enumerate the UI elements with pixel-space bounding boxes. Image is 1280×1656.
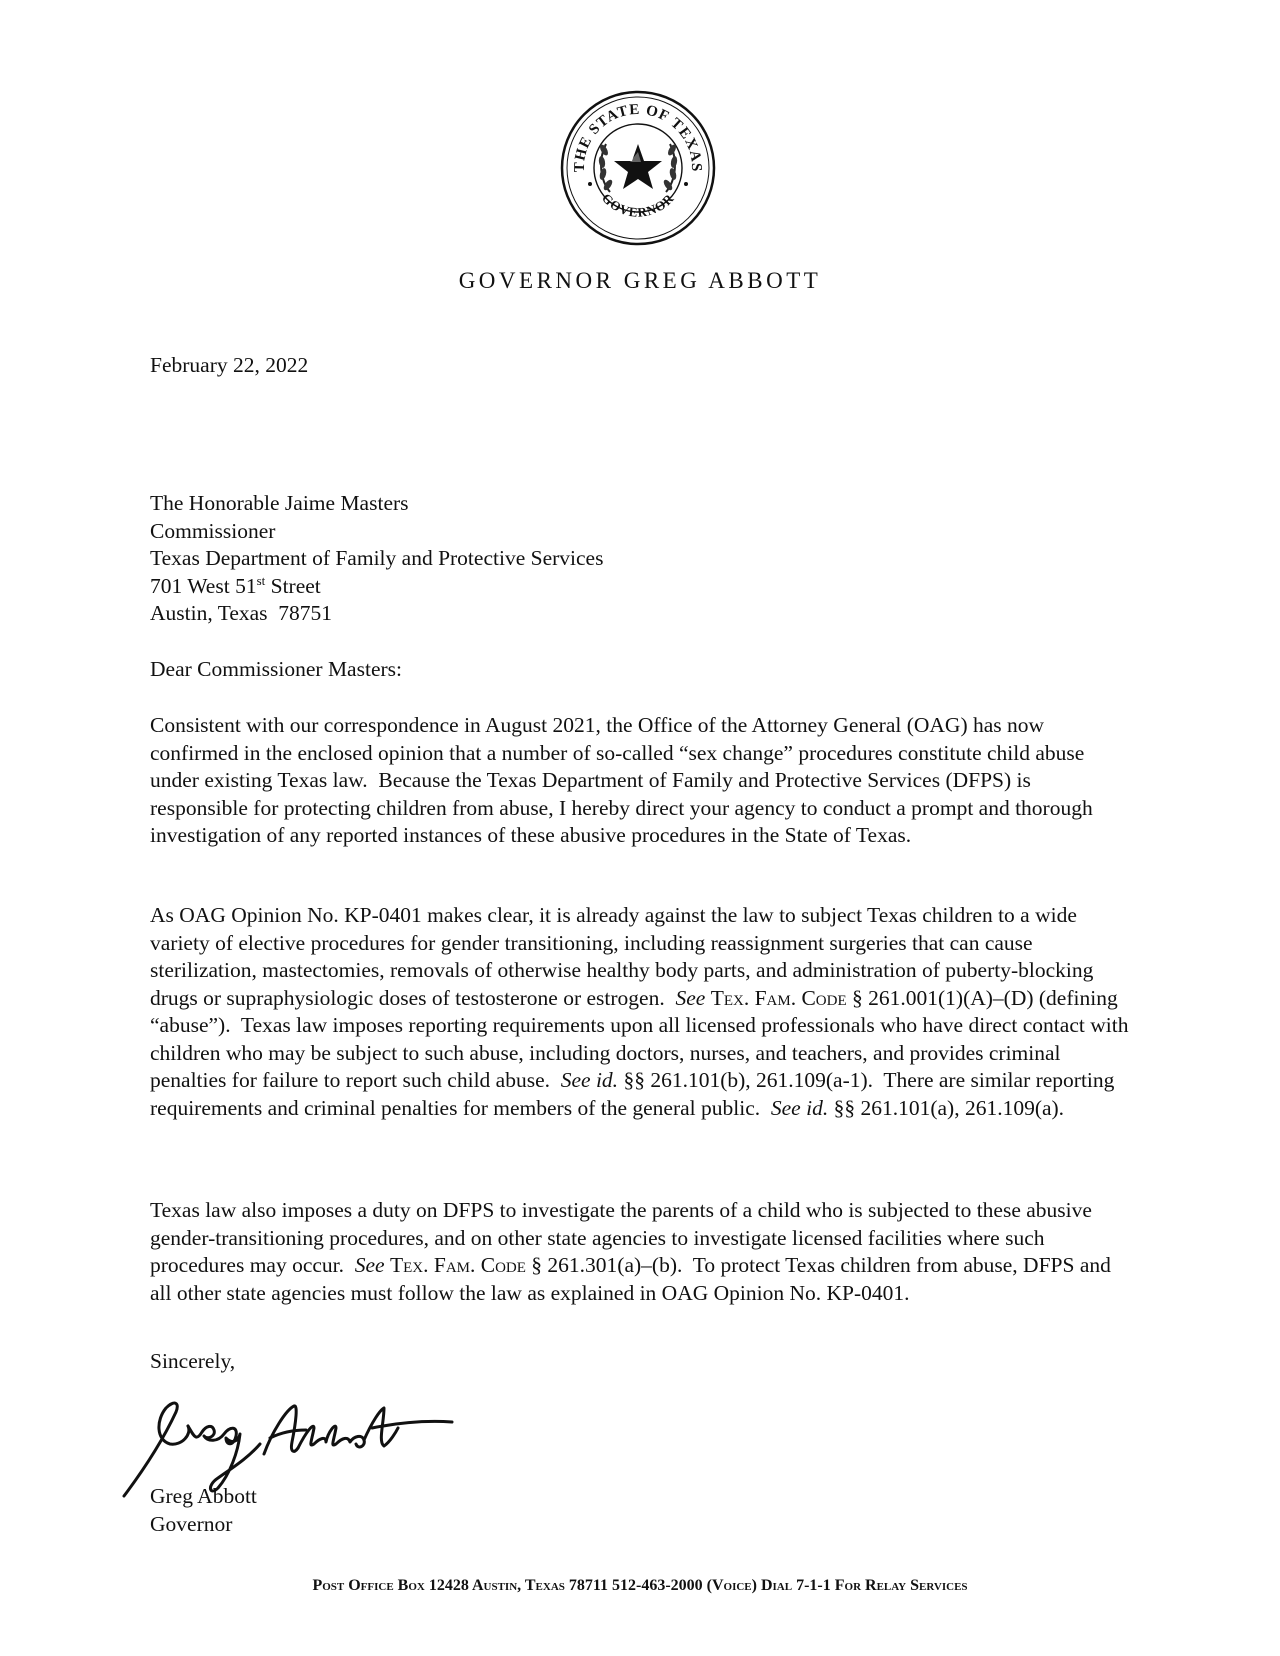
citation-code: Tex. Fam. Code (389, 1253, 526, 1277)
letterhead: GOVERNOR GREG ABBOTT (458, 268, 822, 293)
citation-code: Tex. Fam. Code (710, 985, 847, 1010)
recipient-name: The Honorable Jaime Masters (150, 491, 409, 515)
recipient-street (150, 573, 1130, 601)
footer-address: Post Office Box 12428 Austin, Texas 78711 512-463-2000 (Voice) Dial 7-1-1 For Relay Services (312, 1577, 968, 1594)
recipient-address (150, 490, 1130, 628)
citation-signal: See id. (770, 1095, 829, 1120)
citation-signal: See (675, 985, 706, 1010)
street-name: Street (270, 573, 321, 598)
paragraph-2: As OAG Opinion No. KP-0401 makes clear, it is already against the law to subject Texas children to a wide variety of elective procedures for gender transitioning, including reassignment surgeries that can cause sterilization, mastectomies, removals of otherwise healthy body parts, and administration of puberty-blocking drugs or supraphysiologic doses of testosterone or estrogen. See Tex. Fam. Code § 261.001(1)(A)–(D) (defining “abuse”). Texas law imposes reporting requirements upon all licensed professionals who have direct contact with children who may be subject to such abuse, including doctors, nurses, and teachers, and provides criminal penalties for failure to report such child abuse. See id. §§ 261.101(b), 261.109(a-1). There are similar reporting requirements and criminal penalties for members of the general public. See id. §§ 261.101(a), 261.109(a). (150, 903, 1134, 1120)
state-seal-icon (558, 88, 718, 248)
svg-text:THE STATE OF TEXAS: THE STATE OF TEXAS (571, 101, 705, 173)
letter-date: February 22, 2022 (150, 353, 309, 377)
signature-block (150, 1483, 1130, 1538)
paragraph-1: Consistent with our correspondence in August 2021, the Office of the Attorney General (OAG) has now confirmed in the enclosed opinion that a number of so-called “sex change” procedures constitute child abuse under existing Texas law. Because the Texas Department of Family and Protective Services (DFPS) is responsible for protecting children from abuse, I hereby direct your agency to conduct a prompt and thorough investigation of any reported instances of these abusive procedures in the State of Texas. (150, 713, 1099, 847)
svg-text:GOVERNOR: GOVERNOR (598, 190, 678, 220)
citation-signal: See (354, 1253, 385, 1277)
citation-signal: See id. (560, 1068, 619, 1092)
salutation: Dear Commissioner Masters: (150, 657, 402, 681)
closing: Sincerely, (150, 1349, 236, 1373)
recipient-city-state-zip: Austin, Texas 78751 (150, 601, 333, 625)
signer-name: Greg Abbott (150, 1484, 257, 1508)
recipient-organization: Texas Department of Family and Protective Services (150, 546, 604, 570)
street-ordinal-suffix: st (256, 572, 266, 588)
signer-title: Governor (150, 1511, 233, 1536)
street-number: 701 West 51 (150, 573, 257, 598)
recipient-title: Commissioner (150, 518, 276, 543)
paragraph-3: Texas law also imposes a duty on DFPS to investigate the parents of a child who is subjected to these abusive gender-transitioning procedures, and on other state agencies to investigate licensed facilities where such procedures may occur. See Tex. Fam. Code § 261.301(a)–(b). To protect Texas children from abuse, DFPS and all other state agencies must follow the law as explained in OAG Opinion No. KP-0401. (150, 1198, 1117, 1305)
